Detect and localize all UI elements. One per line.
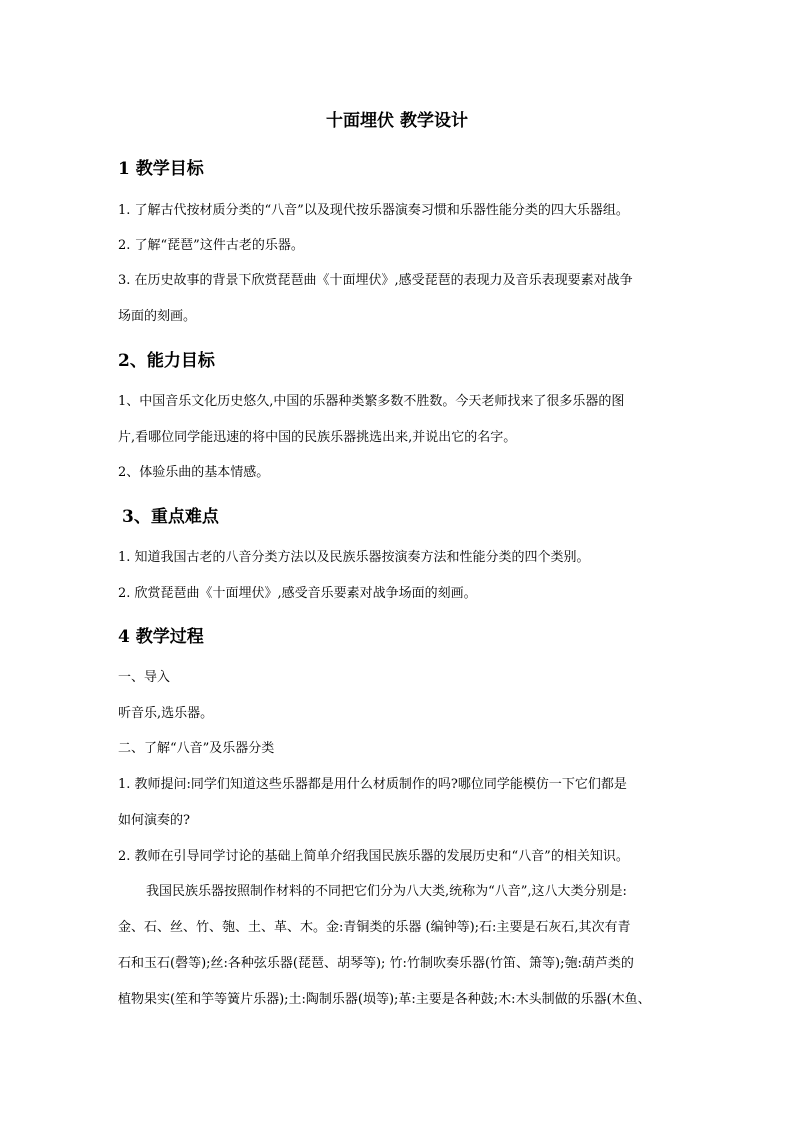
paragraph: 2. 教师在引导同学讨论的基础上简单介绍我国民族乐器的发展历史和“八音”的相关知识。 — [118, 849, 629, 864]
paragraph: 1、中国音乐文化历史悠久,中国的乐器种类繁多数不胜数。今天老师找来了很多乐器的图 — [118, 394, 625, 409]
paragraph: 1. 知道我国古老的八音分类方法以及民族乐器按演奏方法和性能分类的四个类别。 — [118, 550, 590, 565]
paragraph: 1. 了解古代按材质分类的“八音”以及现代按乐器演奏习惯和乐器性能分类的四大乐器组。 — [118, 203, 629, 218]
paragraph: 金、石、丝、竹、匏、土、革、木。金:青铜类的乐器 (编钟等);石:主要是石灰石,其次有青 — [118, 920, 631, 935]
paragraph: 场面的刻画。 — [118, 309, 197, 324]
document-title: 十面埋伏 教学设计 — [326, 111, 468, 131]
heading-ability-goals: 2、能力目标 — [118, 351, 215, 371]
heading-key-points: 3、重点难点 — [122, 507, 219, 527]
heading-teaching-process: 4 教学过程 — [118, 627, 204, 647]
paragraph: 植物果实(笙和竽等簧片乐器);土:陶制乐器(埙等);革:主要是各种鼓;木:木头制做的乐器(木鱼、 — [118, 992, 651, 1007]
paragraph: 一、导入 — [118, 670, 171, 685]
paragraph: 3. 在历史故事的背景下欣赏琵琶曲《十面埋伏》,感受琵琶的表现力及音乐表现要素对战争 — [118, 273, 633, 288]
paragraph: 2. 了解“琵琶”这件古老的乐器。 — [118, 238, 304, 253]
paragraph: 2、体验乐曲的基本情感。 — [118, 465, 270, 480]
paragraph: 听音乐,选乐器。 — [118, 706, 214, 721]
paragraph: 如何演奏的? — [118, 813, 190, 828]
paragraph: 1. 教师提问:同学们知道这些乐器都是用什么材质制作的吗?哪位同学能模仿一下它们都是 — [118, 777, 627, 792]
paragraph: 二、了解“八音”及乐器分类 — [118, 741, 275, 756]
heading-teaching-goals: 1 教学目标 — [118, 159, 204, 179]
paragraph: 片,看哪位同学能迅速的将中国的民族乐器挑选出来,并说出它的名字。 — [118, 430, 517, 445]
paragraph: 我国民族乐器按照制作材料的不同把它们分为八大类,统称为“八音”,这八大类分别是: — [146, 884, 627, 899]
paragraph: 2. 欣赏琵琶曲《十面埋伏》,感受音乐要素对战争场面的刻画。 — [118, 586, 477, 601]
paragraph: 石和玉石(磬等);丝:各种弦乐器(琵琶、胡琴等); 竹:竹制吹奏乐器(竹笛、箫等);匏:葫芦类的 — [118, 956, 634, 971]
